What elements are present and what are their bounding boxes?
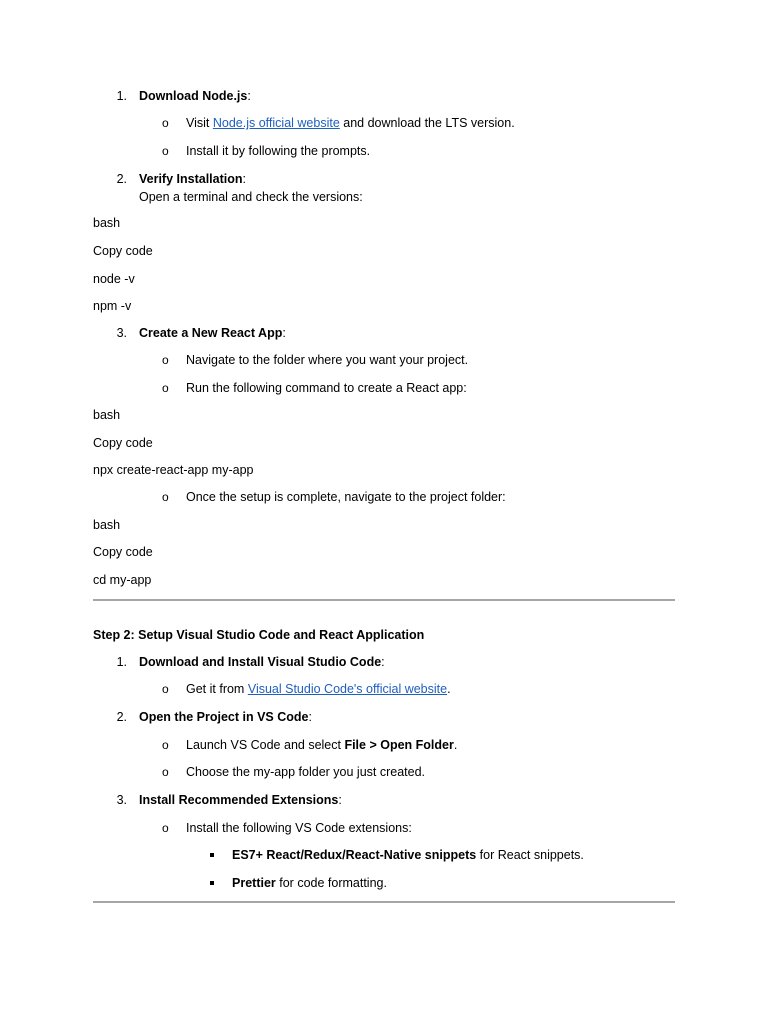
code-language-label: bash — [93, 216, 121, 230]
circle-bullet-icon: o — [162, 765, 169, 779]
step-verify-installation — [139, 171, 246, 187]
code-line: cd my-app — [93, 573, 152, 587]
list-number-2: 2. — [116, 172, 127, 186]
list-item-extension-prettier — [232, 875, 387, 891]
text-prefix: Launch VS Code and select — [186, 738, 345, 752]
square-bullet-icon — [210, 853, 214, 857]
section-heading: Step 2: Setup Visual Studio Code and React Application — [93, 628, 425, 642]
list-item-run-command: Run the following command to create a React app: — [186, 381, 467, 395]
circle-bullet-icon: o — [162, 738, 169, 752]
step-title: Download and Install Visual Studio Code — [139, 655, 382, 669]
step-download-vscode — [139, 654, 385, 670]
square-bullet-icon — [210, 881, 214, 885]
circle-bullet-icon: o — [162, 116, 169, 130]
step-title: Open the Project in VS Code — [139, 710, 309, 724]
copy-code-button[interactable]: Copy code — [93, 436, 153, 450]
copy-code-button[interactable]: Copy code — [93, 244, 153, 258]
menu-path: File > Open Folder — [344, 738, 454, 752]
list-number-2: 2. — [116, 710, 127, 724]
code-line: node -v — [93, 272, 135, 286]
code-language-label: bash — [93, 518, 121, 532]
colon: : — [247, 89, 251, 103]
list-item-get-vscode — [186, 681, 451, 697]
list-item-choose-folder: Choose the my-app folder you just created. — [186, 765, 426, 779]
horizontal-rule — [93, 901, 675, 903]
text-suffix: . — [447, 682, 451, 696]
list-item-once-setup: Once the setup is complete, navigate to the project folder: — [186, 490, 506, 504]
step-create-react-app — [139, 325, 286, 341]
text-prefix: Visit — [186, 116, 213, 130]
code-line: npm -v — [93, 299, 132, 313]
circle-bullet-icon: o — [162, 821, 169, 835]
circle-bullet-icon: o — [162, 682, 169, 696]
list-number-1: 1. — [116, 655, 127, 669]
extension-name: Prettier — [232, 876, 276, 890]
extension-description: for React snippets. — [476, 848, 584, 862]
open-terminal-text: Open a terminal and check the versions: — [139, 190, 363, 204]
list-item-extension-es7 — [232, 847, 584, 863]
list-number-1: 1. — [116, 89, 127, 103]
nodejs-website-link[interactable]: Node.js official website — [212, 116, 340, 130]
list-item-launch-vscode — [186, 737, 457, 753]
step-open-project — [139, 709, 312, 725]
step-title: Install Recommended Extensions — [139, 793, 339, 807]
text-suffix: . — [453, 738, 458, 752]
colon: : — [338, 793, 342, 807]
list-item-install-prompts: Install it by following the prompts. — [186, 144, 371, 158]
text-suffix: and download the LTS version. — [339, 116, 515, 130]
step-title: Verify Installation — [139, 172, 243, 186]
list-item-navigate-folder: Navigate to the folder where you want your project. — [186, 353, 469, 367]
text-prefix: Get it from — [186, 682, 248, 696]
step-install-extensions — [139, 792, 342, 808]
circle-bullet-icon: o — [162, 353, 169, 367]
list-number-3: 3. — [116, 793, 127, 807]
list-number-3: 3. — [116, 326, 127, 340]
circle-bullet-icon: o — [162, 144, 169, 158]
colon: : — [381, 655, 385, 669]
code-language-label: bash — [93, 408, 121, 422]
step-title: Create a New React App — [139, 326, 283, 340]
copy-code-button[interactable]: Copy code — [93, 545, 153, 559]
step-title: Download Node.js — [139, 89, 248, 103]
list-item-visit-nodejs — [186, 115, 515, 131]
list-item-install-following: Install the following VS Code extensions: — [186, 821, 412, 835]
extension-name: ES7+ React/Redux/React-Native snippets — [232, 848, 477, 862]
horizontal-rule — [93, 599, 675, 601]
code-line: npx create-react-app my-app — [93, 463, 254, 477]
colon: : — [282, 326, 286, 340]
vscode-website-link[interactable]: Visual Studio Code's official website — [247, 682, 448, 696]
colon: : — [242, 172, 246, 186]
step-download-nodejs — [139, 88, 251, 104]
circle-bullet-icon: o — [162, 490, 169, 504]
colon: : — [308, 710, 312, 724]
circle-bullet-icon: o — [162, 381, 169, 395]
extension-description: for code formatting. — [275, 876, 387, 890]
